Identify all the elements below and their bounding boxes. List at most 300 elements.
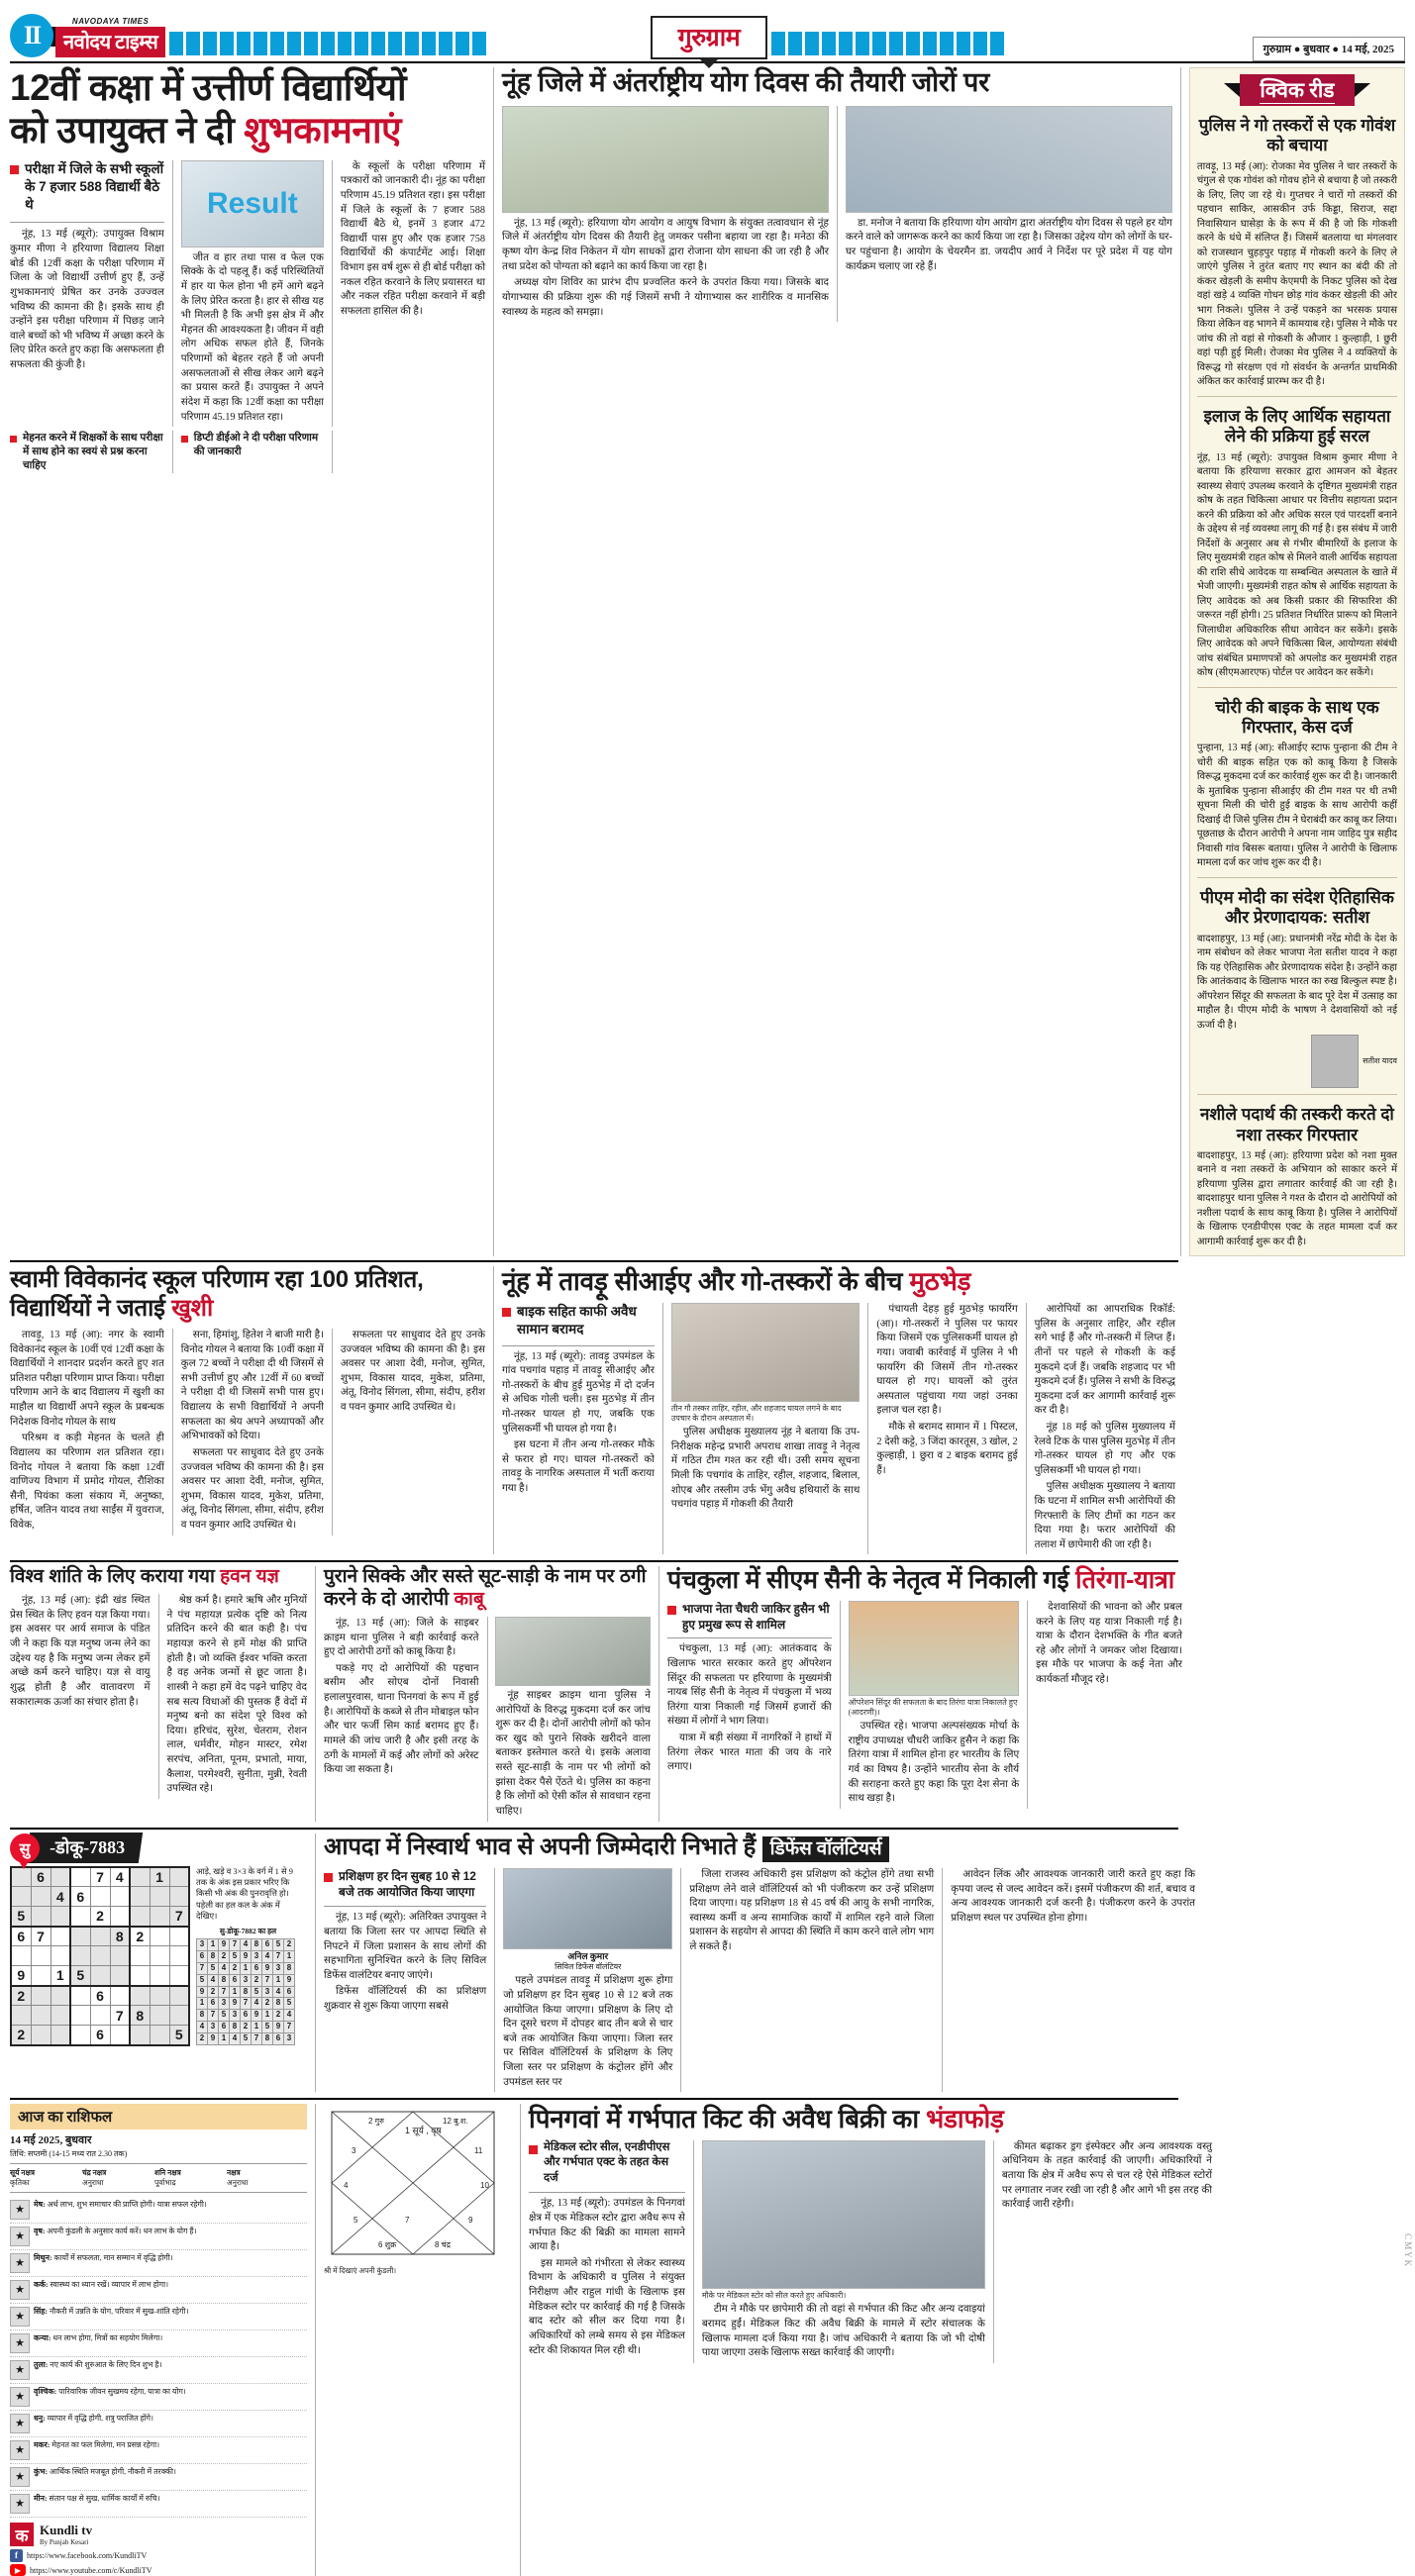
solution-cell: 7: [262, 1974, 273, 1986]
sudoku-cell[interactable]: [51, 1986, 70, 2006]
zodiac-text: मीन: संतान पक्ष से सुख, धार्मिक कार्यों में रुचि।: [34, 2494, 160, 2504]
pingwan-story: [529, 2104, 1212, 2576]
qr-headline-0: पुलिस ने गो तस्करों से एक गोवंश को बचाया: [1198, 116, 1396, 155]
pingwan-col1b-text: इस मामले को गंभीरता से लेकर स्वास्थ्य विभाग के अधिकारी व पुलिस ने संयुक्त निरीक्षण और राहुल गांधी के खिलाफ इस मेडिकल स्टोर पर कार्रवाई की गई है जिसके बाद स्टोर को सील कर दिया गया है। अधिकारियों को लम्बे समय से इस मेडिकल स्टोर की शिकायत मिल रही थी।: [529, 2257, 685, 2356]
defence-headline-a: आपदा में निस्वार्थ भाव से अपनी जिम्मेदारी निभाते हैं: [324, 1833, 762, 1860]
tiranga-photo-caption: ऑपरेशन सिंदूर की सफलता के बाद तिरंगा यात्रा निकालते हुए (आदरणी)।: [848, 1697, 1018, 1717]
sudoku-cell[interactable]: [150, 1927, 169, 1946]
sudoku-cell[interactable]: [169, 1887, 189, 1907]
panchang-item: सूर्य नक्षत्र कृतिका: [10, 2168, 35, 2188]
zodiac-sign-icon: ★: [10, 2227, 30, 2246]
sudoku-cell[interactable]: 2: [11, 1986, 31, 2006]
lead-subkicker-1: [10, 431, 164, 473]
quick-read-column: [1189, 67, 1405, 1256]
solution-cell: 8: [197, 2010, 208, 2022]
pingwan-headline-a: पिनगवां में गर्भपात किट की अवैध बिक्री का: [529, 2104, 926, 2134]
solution-cell: 7: [284, 2021, 295, 2032]
yoga-col1-text: नूंह, 13 मई (ब्यूरो): हरियाणा योग आयोग व आयुष विभाग के संयुक्त तत्वावधान से नूंह जिले में अंतर्राष्ट्रीय योग दिवस की तैयारी हेतु जमकर पसीना बहाया जा रहा है। मनेठा की कृष्ण योग केन्द्र शिव निकेतन में योग साधकों द्वारा रोजाना योग साधना की जा रही है और तथा प्रदेश को पोग्यता को बढ़ाने का कार्य किया जा रहा है।: [501, 217, 829, 272]
defence-kicker-text: प्रशिक्षण हर दिन सुबह 10 से 12 बजे तक आयोजित किया जाएगा: [339, 1868, 476, 1900]
sudoku-cell[interactable]: [110, 1907, 130, 1927]
svg-text:3: 3: [352, 2146, 356, 2156]
sudoku-cell[interactable]: [150, 1907, 169, 1927]
sudoku-cell[interactable]: 9: [11, 1966, 31, 1986]
sudoku-cell[interactable]: [31, 1966, 51, 1986]
sudoku-cell[interactable]: 5: [169, 2026, 189, 2045]
solution-cell: 6: [241, 2010, 252, 2022]
tiranga-yatra-photo: [849, 1601, 1020, 1696]
sudoku-cell[interactable]: [51, 1907, 70, 1927]
sudoku-cell[interactable]: 6: [31, 1867, 51, 1887]
sudoku-cell[interactable]: [130, 1946, 150, 1966]
panchkula-headline: [667, 1566, 1182, 1596]
kundli-chart-icon: [324, 2104, 502, 2262]
badge-wing-left-icon: [1224, 83, 1240, 97]
sudoku-cell[interactable]: [90, 1927, 110, 1946]
sudoku-cell[interactable]: 6: [70, 1887, 90, 1907]
top-section: [10, 67, 1405, 1256]
encounter-col3b-text: मौके से बरामद सामान में 1 पिस्टल, 2 देसी कट्टे, 3 जिंदा कारतूस, 3 खोल, 2 कुल्हाड़ी, 1 छुरा व 2 बाइक बरामद हुई हैं।: [876, 1421, 1018, 1476]
qr-headline-3: पीएम मोदी का संदेश ऐतिहासिक और प्रेरणादायक: सतीश: [1199, 887, 1394, 928]
encounter-col4: [1035, 1303, 1175, 1554]
vivekanand-col4-text: सफलता पर साधुवाद देते हुए उनके उज्जवल भविष्य की कामना की है। इस अवसर पर आशा देवी, मनोज, सुमित, शुभम, विकास यादव, मुकेश, प्रतिमा, अंतू, विनोद सिंगला, सीमा, संदीप, हरीश व पवन कुमार आदि उपस्थित थे।: [180, 1446, 324, 1531]
solution-cell: 4: [197, 2021, 208, 2032]
solution-cell: 3: [197, 1939, 208, 1951]
sudoku-cell[interactable]: [169, 1946, 189, 1966]
panchang-item: शनि नक्षत्र पूर्वाभाद्र: [154, 2168, 181, 2188]
horoscope-date: 14 मई 2025, बुधवार: [10, 2134, 92, 2147]
sudoku-cell[interactable]: [31, 1907, 51, 1927]
sudoku-cell[interactable]: [150, 2006, 169, 2026]
zodiac-text: मकर: मेहनत का फल मिलेगा, मन प्रसन्न रहेगा।: [34, 2440, 160, 2450]
masthead: [10, 6, 1405, 57]
solution-row: [197, 2021, 295, 2032]
sudoku-cell[interactable]: 4: [51, 1887, 70, 1907]
defence-byline-name: अनिल कुमार: [567, 1950, 609, 1961]
sudoku-row: [11, 1966, 189, 1986]
divider: [1197, 877, 1397, 878]
solution-cell: 1: [230, 1986, 241, 1998]
sudoku-rules: [196, 1866, 300, 2046]
zodiac-row: [10, 2491, 307, 2518]
svg-text:8 चंद्र: 8 चंद्र: [435, 2240, 451, 2250]
brand-hindi: नवोदय टाइम्स: [55, 27, 165, 57]
logo-circle-icon: II: [10, 14, 53, 57]
sudoku-cell[interactable]: [11, 1867, 31, 1887]
solution-cell: 2: [208, 1986, 219, 1998]
panchkula-kicker: [667, 1601, 832, 1633]
sudoku-cell[interactable]: [110, 2026, 130, 2045]
panchkula-col1: [667, 1642, 832, 1776]
panchkula-col3: [1036, 1601, 1182, 1690]
defence-headline: [324, 1833, 1195, 1862]
lead-kicker-text: परीक्षा में जिले के सभी स्कूलों के 7 हजार 588 विद्यार्थी बैठे थे: [25, 160, 164, 213]
brand-english: NAVODAYA TIMES: [71, 17, 150, 26]
masthead-bars-left: [169, 32, 646, 55]
sudoku-cell[interactable]: 2: [130, 1927, 150, 1946]
solution-cell: 2: [262, 1998, 273, 2010]
section-rule-2: [10, 1560, 1178, 1562]
divider: [1197, 396, 1397, 397]
qr-headline-4: नशीले पदार्थ की तस्करी करते दो नशा तस्कर गिरफ्तार: [1200, 1105, 1394, 1144]
zodiac-row: [10, 2411, 307, 2437]
sudoku-cell[interactable]: 2: [11, 2026, 31, 2045]
edition-badge: [651, 16, 768, 59]
sudoku-cell[interactable]: 7: [169, 1907, 189, 1927]
thagi-headline-a: पुराने सिक्के और सस्ते सूट-साड़ी के नाम पर ठगी करने के दो आरोपी: [324, 1566, 647, 1611]
solution-cell: 3: [262, 1986, 273, 1998]
solution-cell: 3: [230, 2010, 241, 2022]
sudoku-cell[interactable]: 6: [90, 1986, 110, 2006]
panchkula-kicker-text: भाजपा नेता चैधरी जाकिर हुसैन भी हुए प्रमुख रूप से शामिल: [682, 1601, 830, 1633]
masthead-logo: [10, 14, 165, 57]
zodiac-sign-icon: ★: [10, 2414, 30, 2433]
sudoku-cell[interactable]: 6: [11, 1927, 31, 1946]
lead-col3-text: के स्कूलों के परीक्षा परिणाम में पत्रकारों को जानकारी दी। नूंह का परीक्षा परिणाम 45.19 प्रतिशत रहा। इस परीक्षा में जिले के स्कूलों के 7 हजार 588 विद्यार्थी बैठे थे, इनमें 3 हजार 472 विद्यार्थी पास हुए और एक हजार 758 विद्यार्थियों की कंपार्टमेंट आई। शिक्षा विभाग इस वर्ष शुरू से ही बोर्ड परीक्षा को नकल रहित करवाने के लिए प्रयासरत था और नकल रहित परीक्षा करवाने में बड़ी सफलता हासिल की है।: [340, 160, 485, 317]
svg-text:2 गुरु: 2 गुरु: [368, 2117, 384, 2127]
sudoku-cell[interactable]: 7: [90, 1867, 110, 1887]
defence-col4: [951, 1868, 1195, 1928]
horoscope-title-band: [10, 2104, 307, 2130]
zodiac-text: कर्क: स्वास्थ्य का ध्यान रखें। व्यापार में लाभ होगा।: [34, 2280, 169, 2290]
sudoku-cell[interactable]: 7: [110, 2006, 130, 2026]
solution-cell: 9: [219, 1939, 230, 1951]
panchkula-headline-a: पंचकुला में सीएम सैनी के नेतृत्व में निकाली गई: [667, 1566, 1076, 1595]
solution-cell: 4: [273, 1986, 284, 1998]
badge-wing-right-icon: [1355, 83, 1370, 97]
havan-headline-highlight: हवन यज्ञ: [220, 1566, 279, 1588]
defence-col1: [324, 1911, 486, 2016]
thagi-headline-highlight: काबू: [454, 1589, 484, 1611]
bullet-square-icon: [181, 436, 188, 443]
solution-cell: 7: [219, 1986, 230, 1998]
vivekanand-col2: [181, 1329, 324, 1536]
sudoku-cell[interactable]: [70, 1927, 90, 1946]
panchang-item: नक्षत्र अनुराधा: [227, 2168, 249, 2188]
sudoku-cell[interactable]: [11, 1946, 31, 1966]
solution-cell: 4: [252, 1998, 262, 2010]
solution-cell: 8: [208, 1951, 219, 1963]
zodiac-sign-icon: ★: [10, 2494, 30, 2514]
print-registration-mark: C M Y K: [1403, 2232, 1413, 2266]
sudoku-row: [11, 1887, 189, 1907]
havan-headline: [10, 1566, 307, 1589]
pingwan-col1: [529, 2197, 685, 2360]
sudoku-grid[interactable]: [10, 1866, 190, 2046]
sudoku-cell[interactable]: [70, 1907, 90, 1927]
solution-cell: 4: [230, 2032, 241, 2044]
lead-col1-text: नूंह, 13 मई (ब्यूरो): उपायुक्त विश्राम कुमार मीणा ने हरियाणा विद्यालय शिक्षा बोर्ड की 12वीं कक्षा के परीक्षा परिणाम में जिला के जो विद्यार्थी उत्तीर्ण हुए हैं, उन्हें शुभकामनाएं प्रेषित कर उनके उज्ज्वल भविष्य की कामना की है। इसके साथ ही उन्होंने इस परीक्षा परिणाम में पिछड़ जाने वाले बच्चों को भी भविष्य में अच्छा करने के लिए प्रेरित करते हुए कहा कि असफलता ही सफलता की कुंजी है।: [10, 229, 164, 370]
fourth-section: [10, 1833, 1405, 2093]
encounter-kicker: [502, 1303, 655, 1338]
solution-cell: 8: [273, 1998, 284, 2010]
sudoku-cell[interactable]: [90, 2006, 110, 2026]
sudoku-cell[interactable]: 8: [110, 1927, 130, 1946]
vivekanand-headline-highlight: खुशी: [171, 1294, 213, 1322]
solution-cell: 4: [208, 1974, 219, 1986]
sudoku-cell[interactable]: [150, 1986, 169, 2006]
sudoku-cell[interactable]: [130, 2026, 150, 2045]
social-links: [10, 2549, 307, 2576]
sudoku-cell[interactable]: 5: [11, 1907, 31, 1927]
quick-read-badge: [1197, 74, 1397, 106]
solution-cell: 2: [273, 2010, 284, 2022]
sudoku-cell[interactable]: [31, 2026, 51, 2045]
youtube-url[interactable]: https://www.youtube.com/c/KundliTV: [30, 2565, 152, 2575]
zodiac-text: तुला: नए कार्य की शुरुआत के लिए दिन शुभ है।: [34, 2360, 162, 2370]
svg-text:1 सूर्य , वृष: 1 सूर्य , वृष: [405, 2126, 442, 2136]
sudoku-cell[interactable]: 7: [31, 1927, 51, 1946]
sudoku-cell[interactable]: [169, 1927, 189, 1946]
solution-row: [197, 1986, 295, 1998]
sudoku-cell[interactable]: [110, 1986, 130, 2006]
sudoku-cell[interactable]: [11, 1887, 31, 1907]
sudoku-cell[interactable]: [51, 1946, 70, 1966]
youtube-icon[interactable]: ▶: [10, 2564, 26, 2576]
facebook-url[interactable]: https://www.facebook.com/KundliTV: [27, 2551, 148, 2561]
sudoku-row: [11, 1867, 189, 1887]
solution-cell: 4: [262, 1951, 273, 1963]
sudoku-row: [11, 2006, 189, 2026]
vivekanand-headline: [10, 1266, 485, 1323]
vivekanand-col3: [341, 1329, 485, 1418]
sudoku-cell[interactable]: [110, 1946, 130, 1966]
sudoku-cell[interactable]: [110, 1887, 130, 1907]
solution-cell: 9: [230, 1998, 241, 2010]
solution-cell: 5: [273, 1939, 284, 1951]
lead-headline-line1: 12वीं कक्षा में उत्तीर्ण विद्यार्थियों: [10, 67, 407, 108]
havan-col1: [10, 1594, 151, 1712]
zodiac-text: धनु: व्यापार में वृद्धि होगी, शत्रु पराजित होंगे।: [34, 2414, 153, 2424]
sudoku-cell[interactable]: [51, 1927, 70, 1946]
solution-cell: 2: [230, 1962, 241, 1974]
solution-cell: 9: [252, 2010, 262, 2022]
sudoku-cell[interactable]: [130, 1867, 150, 1887]
solution-cell: 1: [284, 1951, 295, 1963]
sudoku-cell[interactable]: [31, 2006, 51, 2026]
lead-headline-line2: [10, 110, 485, 152]
defence-col1b-text: डिफेंस वॉलिंटियर्स की का प्रशिक्षण शुक्रवार से शुरू किया जाएगा सबसे: [324, 1986, 487, 2012]
zodiac-text: सिंह: नौकरी में उन्नति के योग, परिवार में सुख-शांति रहेगी।: [34, 2307, 189, 2317]
panchkula-story: [667, 1566, 1182, 1821]
bullet-square-icon: [324, 1873, 333, 1882]
lead-subkicker-1-text: मेहनत करने में शिक्षकों के साथ परीक्षा में साथ होने का स्वयं से प्रश्न करना चाहिए: [23, 432, 163, 472]
thagi-headline: [324, 1566, 651, 1612]
sudoku-cell[interactable]: 1: [51, 1966, 70, 1986]
sudoku-row: [11, 1986, 189, 2006]
solution-cell: 7: [208, 2010, 219, 2022]
encounter-col3: [876, 1303, 1017, 1480]
defence-headline-highlight: डिफेंस वॉलंटियर्स: [762, 1836, 890, 1862]
encounter-headline: [502, 1266, 1175, 1297]
thagi-col2: [495, 1689, 651, 1821]
encounter-col3-text: पंचायती देहड़ हुई मुठभेड़ फायरिंग (आ)। गो-तस्करों ने पुलिस पर फायर किया जिसमें एक पुलिसकर्मी घायल हो गया। जवाबी कार्रवाई में पुलिस ने भी फायरिंग की जिसमें तीन गो-तस्कर घायल हो गए। घायलों को तुरंत अस्पताल पहुंचाया गया जहां उनका इलाज चल रहा है।: [876, 1304, 1018, 1417]
zodiac-row: [10, 2224, 307, 2250]
svg-text:7: 7: [405, 2216, 410, 2226]
horoscope-title: आज का राशिफल: [18, 2110, 113, 2127]
solution-cell: 7: [230, 1939, 241, 1951]
encounter-col1: [502, 1350, 655, 1499]
solution-cell: 2: [197, 2032, 208, 2044]
solution-cell: 6: [230, 1974, 241, 1986]
sudoku-rules-text: आड़े, खड़े व 3×3 के वर्ग में 1 से 9 तक के अंक इस प्रकार भरिए कि किसी भी अंक की पुनरावृत्ति हो। पहेली का हल कल के अंक में देखिए।: [196, 1866, 293, 1921]
solution-cell: 6: [252, 1962, 262, 1974]
kundli-sub: By Punjab Kesari: [40, 2538, 89, 2547]
thagi-col1b-text: पकड़े गए दो आरोपियों की पहचान बसीम और सोएब दोनों निवासी हलालपुरवास, थाना पिनगवां के रूप में हुई है। आरोपियों के कब्जे से तीन मोबाइल फोन और चार फर्जी सिम कार्ड बरामद हुए हैं। मामले की जांच जारी है और इसी तरह के ठगी के मामलों में कई और लोगों को अरेस्ट किया जा सकता है।: [324, 1662, 479, 1776]
sudoku-cell[interactable]: [51, 2026, 70, 2045]
vivekanand-col1-text: तावड़ू, 13 मई (आ): नगर के स्वामी विवेकानंद स्कूल के 10वीं एवं 12वीं कक्षा के विद्यार्थियों ने शानदार प्रदर्शन करते हुए शत प्रतिशत परीक्षा परिणाम प्राप्त किया। परीक्षा परिणाम आने के बाद विद्यालय में खुशी का माहौल था विद्यार्थी अपने स्कूल के प्रबन्धक निदेशक विनोद गोयल के साथ: [10, 1330, 164, 1428]
lead-story: [10, 67, 485, 1256]
sudoku-cell[interactable]: [51, 1867, 70, 1887]
sudoku-cell[interactable]: [11, 2006, 31, 2026]
zodiac-sign-icon: ★: [10, 2387, 30, 2407]
sudoku-cell[interactable]: [70, 2026, 90, 2045]
vivekanand-col4b-text: सफलता पर साधुवाद देते हुए उनके उज्जवल भविष्य की कामना की है। इस अवसर पर आशा देवी, मनोज, सुमित, शुभम, विकास यादव, मुकेश, प्रतिमा, अंतू, विनोद सिंगला, सीमा, संदीप, हरीश व पवन कुमार आदि उपस्थित थे।: [340, 1330, 485, 1414]
sudoku-cell[interactable]: [90, 1946, 110, 1966]
vivekanand-col3-text: परिश्रम व कड़ी मेहनत के चलते ही विद्यालय का परिणाम शत प्रतिशत रहा। विनोद गोयल ने बताया कि कक्षा 12वीं वाणिज्य विभाग में प्रमोद गोयल, रौशिका सैनी, पियंका कला संकाय में, अनुष्का, हर्षित, जतिन यादव तथा साईंस में युवराज, विवेक,: [10, 1433, 164, 1531]
zodiac-row: [10, 2277, 307, 2304]
sudoku-cell[interactable]: [70, 1946, 90, 1966]
sudoku-cell[interactable]: 8: [130, 2006, 150, 2026]
solution-cell: 2: [284, 1939, 295, 1951]
solution-cell: 5: [241, 2032, 252, 2044]
pingwan-kicker-text: मेडिकल स्टोर सील, एनडीपीएस और गर्भपात एक्ट के तहत केस दर्ज: [544, 2140, 670, 2184]
nuh-encounter-story: [502, 1266, 1175, 1554]
kundli-chart-block: [324, 2104, 512, 2576]
solution-cell: 1: [273, 1974, 284, 1986]
horoscope-block: [10, 2104, 307, 2576]
section-rule-3: [10, 1828, 1178, 1830]
sudoku-cell[interactable]: [130, 1907, 150, 1927]
quick-read-item: [1197, 1101, 1397, 1249]
svg-text:11: 11: [474, 2146, 483, 2156]
solution-cell: 8: [219, 1974, 230, 1986]
solution-cell: 9: [273, 2021, 284, 2032]
quick-read-item: [1197, 112, 1397, 390]
divider: [1197, 1094, 1397, 1095]
lead-subkicker-2: [181, 431, 324, 458]
defence-byline-role: सिविल डिफेंस वॉलंटियर: [555, 1961, 622, 1971]
encounter-kicker-text: बाइक सहित काफी अवैध सामान बरामद: [517, 1304, 637, 1338]
solution-cell: 6: [262, 1939, 273, 1951]
havan-col2: [166, 1594, 307, 1799]
defence-kicker: [324, 1868, 486, 1900]
sudoku-cell[interactable]: [169, 2006, 189, 2026]
zodiac-sign-icon: ★: [10, 2253, 30, 2273]
thagi-story: [324, 1566, 651, 1821]
sudoku-cell[interactable]: [150, 2026, 169, 2045]
kundli-note: [324, 2266, 512, 2276]
lead-kicker: [10, 160, 164, 215]
masthead-bars-right: [771, 32, 1248, 55]
qr-body-2: पुन्हाना, 13 मई (आ): सीआईए स्टाफ पुन्हाना की टीम ने चोरी की बाइक सहित एक को काबू किया है जिसके विरूद्ध मुकदमा दर्ज कर कार्रवाई शुरू कर दी है। जानकारी के मुताबिक पुन्हाना सीआईए की टीम गश्त पर थी तभी सूचना मिली की चोरी हुई बाइक के साथ आरोपी कहीं दिखाई दी जिसे पुलिस टीम ने घेराबंदी कर काबू कर लिया। पूछताछ के दौरान आरोपी ने अपना नाम जाहिद पुत्र सहीद निवासी गांव बिसरू बताया। पुलिस ने आरोपी के खिलाफ मामला दर्ज कर जांच शुरू कर दी है।: [1196, 743, 1397, 869]
horoscope-tithi: तिथि: सप्तमी (14-15 मध्य रात 2.30 तक): [10, 2149, 128, 2159]
sudoku-cell[interactable]: [169, 1867, 189, 1887]
zodiac-row: [10, 2304, 307, 2330]
yoga-col2: [846, 217, 1172, 276]
solution-row: [197, 2010, 295, 2022]
sudoku-cell[interactable]: [90, 1887, 110, 1907]
panchang-list: [10, 2168, 307, 2188]
solution-cell: 3: [284, 2032, 295, 2044]
bullet-square-icon: [10, 165, 19, 174]
sudoku-cell[interactable]: [150, 1966, 169, 1986]
sudoku-cell[interactable]: 4: [110, 1867, 130, 1887]
zodiac-text: वृश्चिक: पारिवारिक जीवन सुखमय रहेगा, यात्रा का योग।: [34, 2387, 186, 2397]
sudoku-cell[interactable]: [70, 2006, 90, 2026]
defence-col1-text: नूंह, 13 मई (ब्यूरो): अतिरिक्त उपायुक्त ने बताया कि जिला स्तर पर आपदा स्थिति से निपटने में जिला प्रशासन के साथ लोगों की सहभागिता सुनिश्चित करने के लिए सिविल डिफेंस वालंटियर बनाए जाएंगे।: [324, 1912, 487, 1981]
hospital-photo: [671, 1303, 859, 1402]
solution-cell: 8: [230, 2021, 241, 2032]
sudoku-cell[interactable]: [51, 2006, 70, 2026]
pingwan-kicker: [529, 2140, 685, 2187]
panchkula-col2: [849, 1720, 1020, 1809]
sudoku-cell[interactable]: [130, 1966, 150, 1986]
thagi-col2-text: नूंह साइबर क्राइम थाना पुलिस ने आरोपियों के विरुद्ध मुकदमा दर्ज कर जांच शुरू कर दी है। दोनों आरोपी लोगों को फोन कर खुद को पुराने सिक्के खरीदने वाला बताकर इस्तेमाल करते थे। इसके अलावा सस्ते सूट-साड़ी के नाम पर भी लोगों को झांसा देकर पैसे ऐंठते थे। पुलिस का कहना है कि लोगों को ऐसी कॉल से सावधान रहना चाहिए।: [495, 1690, 651, 1817]
sudoku-row: [11, 1946, 189, 1966]
encounter-col2-text: पुलिस अधीक्षक मुख्यालय नूंह ने बताया कि उप-निरीक्षक महेन्द्र प्रभारी अपराध शाखा तावड़ू ने नेतृत्व में गठित टीम गश्त कर रही थी। उसी समय सूचना मिली कि पचगांव के ताहिर, रहील, शहजाद, बिलाल, शोएब और तस्लीम उर्फ भेंगु अवैध हथियारों के साथ पचगांव पहाड़ में गोकशी की तैयारी: [670, 1427, 860, 1511]
sudoku-cell[interactable]: 1: [150, 1867, 169, 1887]
yoga-col2-text: डा. मनोज ने बताया कि हरियाणा योग आयोग द्वारा अंतर्राष्ट्रीय योग दिवस से पहले हर योग करने वाले को जागरूक करने का कार्य किया जा रहा है। जिसका उद्देश्य योग को लोगों के घर-घर पहुंचाना है। आयोग के चेयरमैन डा. जयदीप आर्य ने निर्देश पर पूरे प्रदेश में यह योग कार्यक्रम चलाए जा रहे हैं।: [845, 217, 1172, 272]
qr-body-3: बादशाहपुर, 13 मई (आ): प्रधानमंत्री नरेंद्र मोदी के देश के नाम संबोधन को लेकर भाजपा नेता सतीश यादव ने कहा कि यह ऐतिहासिक और प्रेरणादायक संदेश है। उन्होंने कहा कि आतंकवाद के खिलाफ भारत का रुख बिल्कुल स्पष्ट है। ऑपरेशन सिंदूर की सफलता के बाद पूरे देश में उत्साह का माहौल है। पीएम मोदी के भाषण ने देशवासियों को नई ऊर्जा दी है।: [1196, 933, 1397, 1031]
sudoku-block: [10, 1833, 307, 2093]
sudoku-cell[interactable]: [31, 1946, 51, 1966]
encounter-col1b-text: इस घटना में तीन अन्य गो-तस्कर मौके से फरार हो गए। घायल गो-तस्करों को तावड़ू के नागरिक अस्पताल में भर्ती कराया गया है।: [502, 1439, 655, 1494]
pingwan-headline: [529, 2104, 1212, 2134]
zodiac-sign-icon: ★: [10, 2333, 30, 2353]
zodiac-sign-icon: ★: [10, 2440, 30, 2460]
lead-col2: [181, 251, 324, 427]
sudoku-cell[interactable]: [130, 1887, 150, 1907]
result-photo: Result: [181, 160, 324, 248]
sudoku-solution-grid: [196, 1938, 295, 2044]
zodiac-row: [10, 2464, 307, 2491]
bullet-square-icon: [502, 1308, 511, 1317]
lead-col2-text: जीत व हार तथा पास व फेल एक सिक्के के दो पहलू हैं। कई परिस्थितियों में हार या फेल होना भी हमें आगे बढ़ने के लिए प्रेरित करता है। हार से सीख यह भी मिलती है कि अभी इस क्षेत्र में और मेहनत की आवश्यकता है। जीवन में वही लोग अधिक सफल होते हैं, जिनके परिणामों को बेहतर रहते हैं जो अपनी असफलताओं से सीख लेकर आगे बढ़ने का प्रयास करते हैं। उपायुक्त ने अपने संदेश में कहा कि 12वीं कक्षा का परीक्षा परिणाम 45.19 प्रतिशत रहा।: [180, 251, 324, 423]
zodiac-sign-icon: ★: [10, 2360, 30, 2380]
sudoku-cell[interactable]: [169, 1966, 189, 1986]
solution-cell: 4: [284, 2010, 295, 2022]
sudoku-cell[interactable]: [150, 1946, 169, 1966]
zodiac-list: [10, 2197, 307, 2518]
pingwan-col1-text: नूंह, 13 मई (ब्यूरो): उपमंडल के पिनगवां क्षेत्र में एक मेडिकल स्टोर द्वारा अवैध रूप से गर्भपात किट की बिक्री का मामला सामने आया है।: [529, 2198, 685, 2253]
panchang-item: चंद्र नक्षत्र अनुराधा: [82, 2168, 107, 2188]
thagi-col1: [324, 1617, 479, 1780]
section-rule-4: [10, 2098, 1178, 2100]
sudoku-row: [11, 1927, 189, 1946]
sudoku-cell[interactable]: [31, 1986, 51, 2006]
sudoku-cell[interactable]: [90, 1966, 110, 1986]
sudoku-cell[interactable]: [110, 1966, 130, 1986]
zodiac-text: मेष: अर्थ लाभ, शुभ समाचार की प्राप्ति होगी। यात्रा सफल रहेगी।: [34, 2200, 207, 2210]
sudoku-cell[interactable]: [31, 1887, 51, 1907]
solution-cell: 2: [241, 2021, 252, 2032]
sudoku-cell[interactable]: 6: [90, 2026, 110, 2045]
sudoku-cell[interactable]: [169, 1986, 189, 2006]
encounter-col5-text: पुलिस अधीक्षक मुख्यालय ने बताया कि घटना में शामिल सभी आरोपियों की गिरफ्तारी के लिए टीमों का गठन कर दिया गया है। फरार आरोपियों की तलाश में छापेमारी की जा रही है।: [1034, 1481, 1176, 1550]
zodiac-text: कन्या: धन लाभ होगा, मित्रों का सहयोग मिलेगा।: [34, 2333, 163, 2343]
sudoku-cell[interactable]: [70, 1986, 90, 2006]
facebook-icon[interactable]: f: [10, 2549, 23, 2562]
sudoku-cell[interactable]: [150, 1887, 169, 1907]
sudoku-cell[interactable]: 5: [70, 1966, 90, 1986]
svg-text:4: 4: [344, 2181, 349, 2191]
vivekanand-col1: [10, 1329, 164, 1536]
sudoku-cell[interactable]: [130, 1986, 150, 2006]
sudoku-cell[interactable]: 2: [90, 1907, 110, 1927]
lead-col1: [10, 228, 164, 374]
sudoku-cell[interactable]: [70, 1867, 90, 1887]
solution-cell: 1: [197, 1998, 208, 2010]
